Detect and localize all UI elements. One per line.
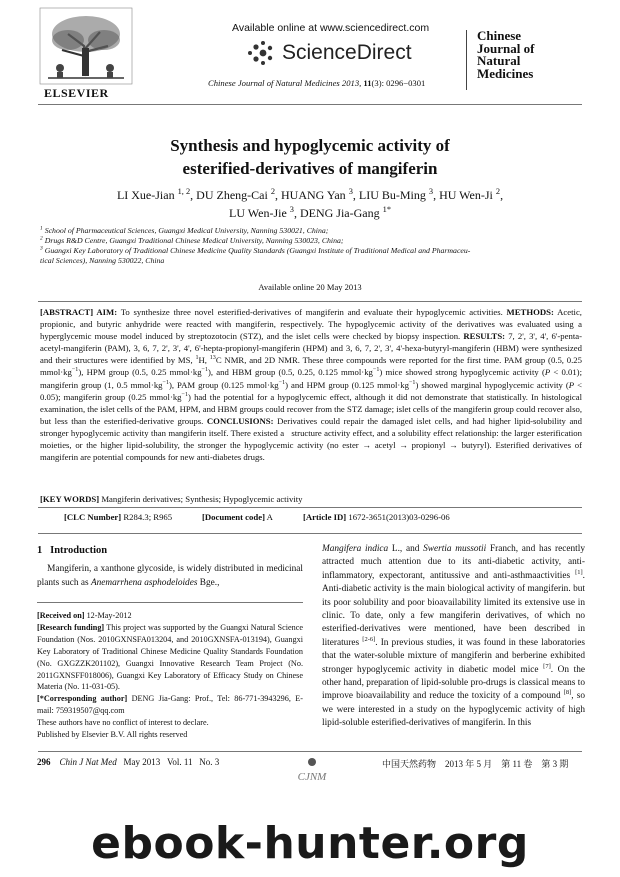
abstract: [ABSTRACT] AIM: To synthesize three novel esterified-derivatives of mangiferin and evaluate their hypoglycemic activities. METHODS: Acetic, propionic, and butyric anhydride were reacted with mangiferin, respectively. The hypoglycemic activity of the derivatives was evaluated using a hyperglycemic mouse model induced by streptozotocin (STZ), and the islet cells were checked by biopsy inspection. RESULTS: 7, 2', 3', 4', 6'-penta-acetyl-mangiferin (PAM), 3, 6, 7, 2', 3', 4', 6'-hepta-propionyl-mangiferin (HPM) and 3, 6, 7, 2', 3', 4'-hexa-butyryl-mangiferin (HBM) were synthesized and their structures were identified by MS, $^1$H, $^{13}$C NMR, and 2D NMR. These three compounds were reported for the first time. PAM group (0.5, 0.25 $mmol\cdot kg^{-1}$), HPM group (0.5, 0.25 $mmol\cdot kg^{-1}$), and HBM group (0.5, 0.25, 0.125 $mmol\cdot kg^{-1}$) mice showed strong hypoglycemic activity (P < 0.01); mangiferin group (1, 0.5 $mmol\cdot kg^{-1}$), PAM group (0.125 $mmol\cdot kg^{-1}$) and HPM group (0.125 $mmol\cdot kg^{-1}$) showed marginal hypoglycemic activity (P < 0.05); mangiferin group (0.25 $mmol\cdot kg^{-1}$) had the potential for a hypoglycemic effect, although it did not demonstrate that statistically. In histological examination, the islet cells of the PAM, HPM, and HBM groups could recover from the STZ damage; islet cells of the mangiferin group could recover also, but less than the esterified-derivative groups. CONCLUSIONS: Derivatives could repair the damaged islet cells, and had higher lipid-solubility and stronger hypoglycemic activity than mangiferin itself. There existed a structure activity effect, and a solubility effect relationship: the larger esterification moieties, or the higher lipid-solubility, the stronger the hypoglycemic activity (no ester → acetyl → propionyl → butyryl). Esterified derivatives of mangiferin are potential compounds for new anti-diabetes drugs. <box>40 307 583 463</box>
citation-journal: Chinese Journal of Natural Medicines <box>208 78 340 88</box>
journal-name-line: Natural <box>477 53 521 68</box>
intro-right-column: Mangifera indica L., and Swertia mussotii Franch, and has recently attracted much attention due to its anti-diabetic activity, anti-inflammatory, expectorant, antitussive and anti-asthmaactivities [1]. Anti-diabetic activity is the main biological activity of mangiferin. but its poor solubility and poor bioavailability limited its extensive use in clinic. To date, only a few mangiferin derivatives, of which no esterified-derivatives were mentioned, have been described in literatures [2-6]. In previous studies, it was found in these laboratories that the water-soluble mixture of mangiferin and berberine exhibited stronger hypoglycemic activity in diabetic model mice [7]. On the other hand, preparation of lipid-soluble pro-drugs is classical means to improve bioavailability and reduce the toxicity of a compound [8], so we were interested in a study on the hypoglycemic activity of high lipid-soluble esterified-derivatives of mangiferin. In this <box>322 544 585 729</box>
article-id: [Article ID] 1672-3651(2013)03-0296-06 <box>303 512 450 522</box>
footer-journal-info: 296 Chin J Nat Med May 2013 Vol. 11 No. 3 <box>37 757 220 767</box>
intro-paragraph: Mangiferin, a xanthone glycoside, is widely distributed in medicinal plants such as Anemarrhena asphodeloides Bge., <box>37 564 303 588</box>
citation-volume: 11 <box>363 78 372 88</box>
available-online-text: Available online at www.sciencedirect.com <box>232 22 430 34</box>
journal-name-line: Medicines <box>477 65 534 81</box>
watermark: ebook-hunter.org <box>91 818 529 869</box>
available-online-date: Available online 20 May 2013 <box>258 282 362 292</box>
publisher-name: ELSEVIER <box>44 86 109 100</box>
journal-name-box <box>466 30 589 90</box>
sciencedirect-logo <box>246 40 412 66</box>
footnotes <box>37 610 303 741</box>
footer-chinese-info: 中国天然药物 2013 年 5 月 第 11 卷 第 3 期 <box>382 759 569 769</box>
received-date: [Received on] 12-May-2012 <box>37 611 132 620</box>
document-code: [Document code] A <box>202 512 273 522</box>
section-heading: 1 Introduction <box>37 545 108 556</box>
affiliations <box>40 226 585 266</box>
journal-citation <box>208 78 425 88</box>
body-top-divider <box>38 533 582 534</box>
header-divider <box>38 104 582 105</box>
elsevier-tree-logo-icon <box>38 6 134 86</box>
footer-divider <box>38 751 582 752</box>
affiliation-1: $^1$ School of Pharmaceutical Sciences, Guangxi Medical University, Nanning 530021, China; <box>40 225 329 235</box>
cjnm-logo-text: CJNM <box>297 771 327 783</box>
citation-year: 2013, <box>341 78 362 88</box>
footnote-divider <box>37 602 303 603</box>
journal-name-line: Chinese <box>477 28 522 43</box>
authors-line2: LU Wen-Jie $^3$, DENG Jia-Gang $^{1*}$ <box>228 205 391 220</box>
authors-line1: LI Xue-Jian $^{1, 2}$, DU Zheng-Cai $^2$, HUANG Yan $^3$, LIU Bu-Ming $^3$, HU Wen-Ji $^2$, <box>116 187 504 202</box>
intro-left-column <box>37 544 303 590</box>
keywords-divider <box>38 507 582 508</box>
corresponding-author: [*Corresponding author] DENG Jia-Gang: Prof., Tel: 86-771-3943296, E-mail: 759319507@qq.com <box>37 694 303 716</box>
article-title-line1: Synthesis and hypoglycemic activity of <box>170 136 450 155</box>
affiliation-3-text: Guangxi Key Laboratory of Traditional Chinese Medicine Quality Standards (Guangxi Institute of Traditional Medical and Pharmaceu- <box>44 246 471 255</box>
cjnm-logo-icon <box>292 756 332 786</box>
citation-rest: (3): 0296−0301 <box>371 78 426 88</box>
affiliation-3-cont: tical Sciences), Nanning 530022, China <box>40 256 165 265</box>
keywords: [KEY WORDS] Mangiferin derivatives; Synthesis; Hypoglycemic activity <box>40 494 303 504</box>
affiliation-2-text: Drugs R&D Centre, Guangxi Traditional Chinese Medical University, Nanning 530023, China; <box>44 236 344 245</box>
affiliation-3: $^3$ Guangxi Key Laboratory of Traditional Chinese Medicine Quality Standards (Guangxi Institute of Traditional Medical and Pharmaceu- <box>40 245 471 255</box>
sciencedirect-brand: ScienceDirect <box>282 41 412 64</box>
abstract-top-divider <box>38 301 582 302</box>
research-funding: [Research funding] This project was supported by the Guangxi Natural Science Foundation (Nos. 2010GXNSFA013204, and 2010GXNSFA-013194), Guangxi Key Laboratory of Traditional Chinese Medicine Quality Standards Foundation (No. GXGZZK201102), Guangxi Innovative Research Team Project (No. 2011GXNSFF018006), Guangxi Key Laboratory of Efficacy Study on Chinese Materia (No. 11-031-05). <box>37 622 303 692</box>
conflict-statement: These authors have no conflict of interest to declare. <box>37 718 209 728</box>
clc-number: [CLC Number] R284.3; R965 <box>64 512 173 522</box>
sciencedirect-dots-icon <box>246 40 276 66</box>
published-by: Published by Elsevier B.V. All rights reserved <box>37 730 188 740</box>
affiliation-1-text: School of Pharmaceutical Sciences, Guangxi Medical University, Nanning 530021, China; <box>44 226 329 235</box>
article-title-line2: esterified-derivatives of mangiferin <box>182 159 438 178</box>
affiliation-2: $^2$ Drugs R&D Centre, Guangxi Traditional Chinese Medical University, Nanning 530023, China; <box>40 235 344 245</box>
journal-name-line: Journal of <box>477 40 535 56</box>
